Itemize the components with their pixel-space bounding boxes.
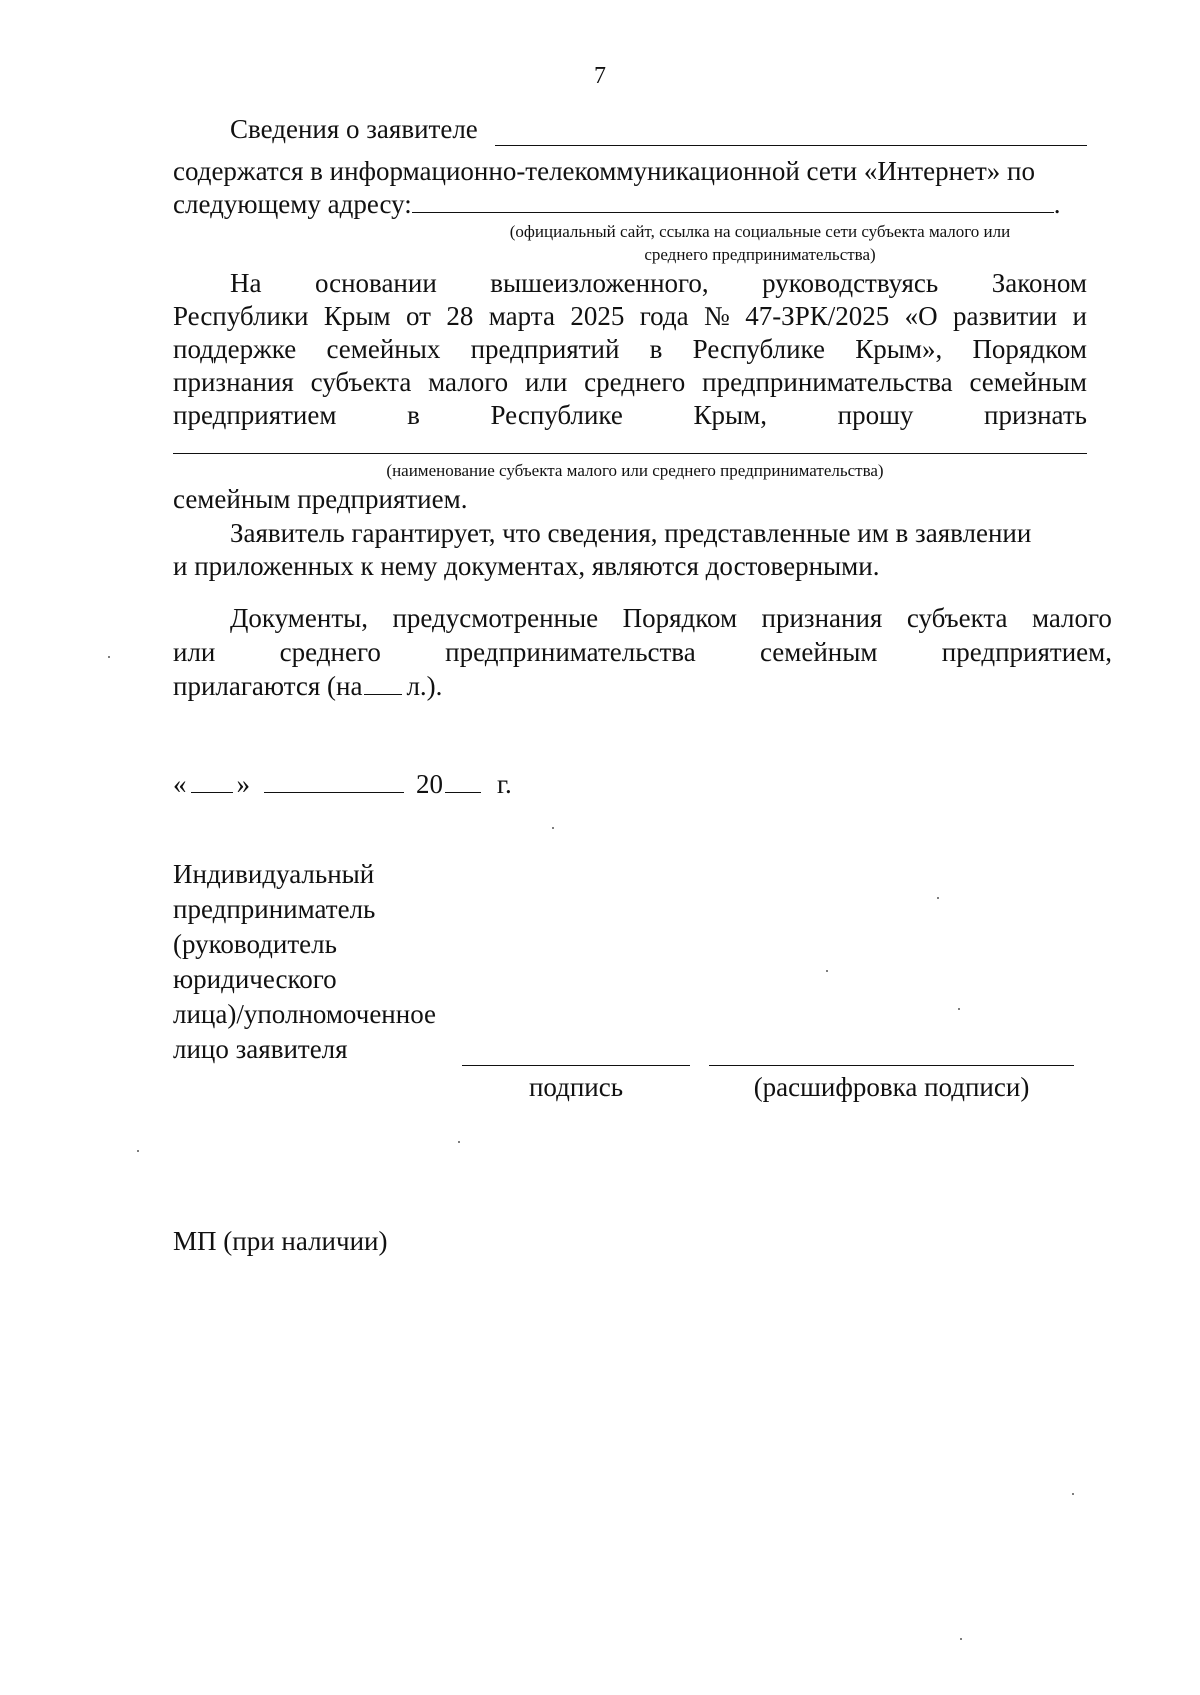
documents-line1 [230,602,1112,635]
scan-speck [1072,1493,1074,1495]
word: или [524,367,568,397]
word: признания [173,367,294,397]
scan-speck [826,970,828,972]
signer-line2: предприниматель [173,894,376,924]
word: субъекта [906,603,1008,633]
signer-line4: юридического [173,964,337,994]
basis-line6: семейным предприятием. [173,484,468,514]
signer-line5: лица)/уполномоченное [173,999,437,1029]
word: и [1072,301,1087,331]
word: Республике [692,334,825,364]
applicant-blank-line [495,145,1087,146]
word: предприятием [173,400,337,430]
word: 47-ЗРК/2025 [745,301,890,331]
word: прошу [837,400,914,430]
scan-speck [108,656,110,658]
date-month-blank [264,770,404,793]
word: признания [761,603,883,633]
word: малого [428,367,509,397]
signer-line1: Индивидуальный [173,859,375,889]
date-close-quote: » [236,769,250,799]
word: года [639,301,689,331]
word: № [704,301,730,331]
address-blank [412,190,1054,213]
scan-speck [552,827,554,829]
date-line [173,768,1087,801]
word: 28 [446,301,474,331]
word: Крым [323,301,391,331]
word: марта [488,301,555,331]
signature-line [462,1065,690,1066]
address-suffix: . [1053,189,1061,219]
entity-name-blank-line [173,453,1087,454]
word: основании [314,268,437,298]
documents-line3 [173,670,1087,703]
word: среднего [279,637,381,667]
signer-line6: лицо заявителя [173,1034,348,1064]
word: малого [1031,603,1112,633]
page-number: 7 [594,63,606,89]
documents-line2 [173,636,1112,669]
word: предусмотренные [392,603,599,633]
word: среднего [584,367,686,397]
word: от [406,301,431,331]
word: семейных [326,334,441,364]
scan-speck [937,897,939,899]
word: в [649,334,663,364]
word: 2025 [570,301,625,331]
word: предпринимательства [702,367,953,397]
date-year-blank [445,770,481,793]
attachments-pages-blank [364,672,402,695]
word: в [407,400,420,430]
word: предпринимательства [445,637,696,667]
address-note-line1: (официальный сайт, ссылка на социальные сети субъекта малого или [509,222,1011,241]
scan-speck [458,1141,460,1143]
scan-speck [960,1638,962,1640]
attachments-prefix: прилагаются (на [173,671,363,701]
basis-line3 [173,333,1087,366]
address-line [173,188,1087,221]
signature-transcript-label: (расшифровка подписи) [753,1072,1030,1102]
signature-label: подпись [528,1072,624,1102]
basis-line4 [173,366,1087,399]
word: Порядком [972,334,1087,364]
word: Крым», [855,334,943,364]
word: руководствуясь [762,268,939,298]
word: развитии [953,301,1058,331]
word: предприятием, [941,637,1112,667]
guarantee-line1: Заявитель гарантирует, что сведения, представленные им в заявлении [230,518,1032,548]
date-year-prefix: 20 [416,769,443,799]
address-note-line2: среднего предпринимательства) [644,245,876,264]
word: субъекта [310,367,412,397]
word: Республики [173,301,309,331]
basis-line2 [173,300,1087,333]
applicant-label: Сведения о заявителе [230,114,478,144]
scan-speck [137,1150,139,1152]
date-day-blank [191,770,233,793]
attachments-suffix: л.). [406,671,443,701]
basis-line1 [230,267,1087,300]
stamp-label: МП (при наличии) [173,1226,388,1256]
scan-speck [958,1008,960,1010]
signer-line3: (руководитель [173,929,337,959]
word: поддержке [173,334,297,364]
word: «О [904,301,938,331]
basis-line5 [173,399,1087,432]
address-prefix: следующему адресу: [173,189,412,219]
word: семейным [759,637,878,667]
word: вышеизложенного, [490,268,709,298]
word: предприятий [470,334,620,364]
word: или [173,637,216,667]
entity-name-note: (наименование субъекта малого или среднего предпринимательства) [386,461,884,480]
word: На [230,268,262,298]
guarantee-line2: и приложенных к нему документах, являются достоверными. [173,551,880,581]
word: Законом [991,268,1087,298]
signature-transcript-line [709,1065,1074,1066]
word: семейным [969,367,1087,397]
word: Порядком [622,603,738,633]
word: Республике [490,400,623,430]
word: признать [984,400,1087,430]
date-open-quote: « [173,769,187,799]
date-year-suffix: г. [497,769,512,799]
word: Крым, [693,400,767,430]
internet-line: содержатся в информационно-телекоммуникационной сети «Интернет» по [173,156,1035,186]
word: Документы, [230,603,369,633]
